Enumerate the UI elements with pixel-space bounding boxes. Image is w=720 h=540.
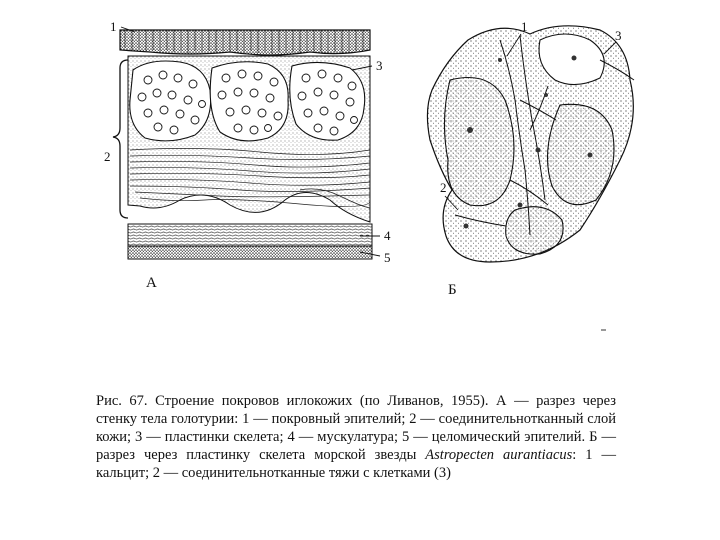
- caption-text: [96, 392, 616, 482]
- figure-caption: [96, 392, 616, 482]
- caption-part-b-prefix: Б — разрез через пластинку скелета морской звезды: [96, 429, 616, 463]
- caption-part-b-suffix: : 1 — кальцит; 2 — соединительнотканные тяжи с клетками (3): [96, 447, 617, 481]
- callout-b-3: 3: [615, 28, 622, 43]
- coelomic-epithelium-layer: [128, 246, 372, 259]
- epithelium-layer: [120, 30, 370, 55]
- callout-a-5: 5: [384, 250, 391, 265]
- caption-part-a: А — разрез через стенку тела голотурии: 1 — покровный эпителий; 2 — соединительнотканный слой кожи; 3 — пластинки скелета; 4 — мускулатура; 5 — целомический эпителий.: [96, 393, 616, 445]
- panel-b-drawing: [427, 26, 634, 262]
- musculature-layer: [128, 224, 372, 246]
- caption-species: Astropecten aurantiacus: [425, 447, 573, 463]
- callout-b-2: 2: [440, 180, 447, 195]
- panel-a-drawing: [113, 27, 380, 259]
- panel-b-label: Б: [448, 282, 457, 298]
- callout-a-3: 3: [376, 58, 383, 73]
- caption-title: Рис. 67. Строение покровов иглокожих (по Ливанов, 1955).: [96, 393, 489, 409]
- callout-a-1: 1: [110, 19, 117, 34]
- bracket-2: [113, 60, 128, 218]
- callout-b-1: 1: [521, 19, 528, 34]
- callout-a-2: 2: [104, 149, 111, 164]
- panel-a-label: А: [146, 275, 157, 291]
- callout-a-4: 4: [384, 228, 391, 243]
